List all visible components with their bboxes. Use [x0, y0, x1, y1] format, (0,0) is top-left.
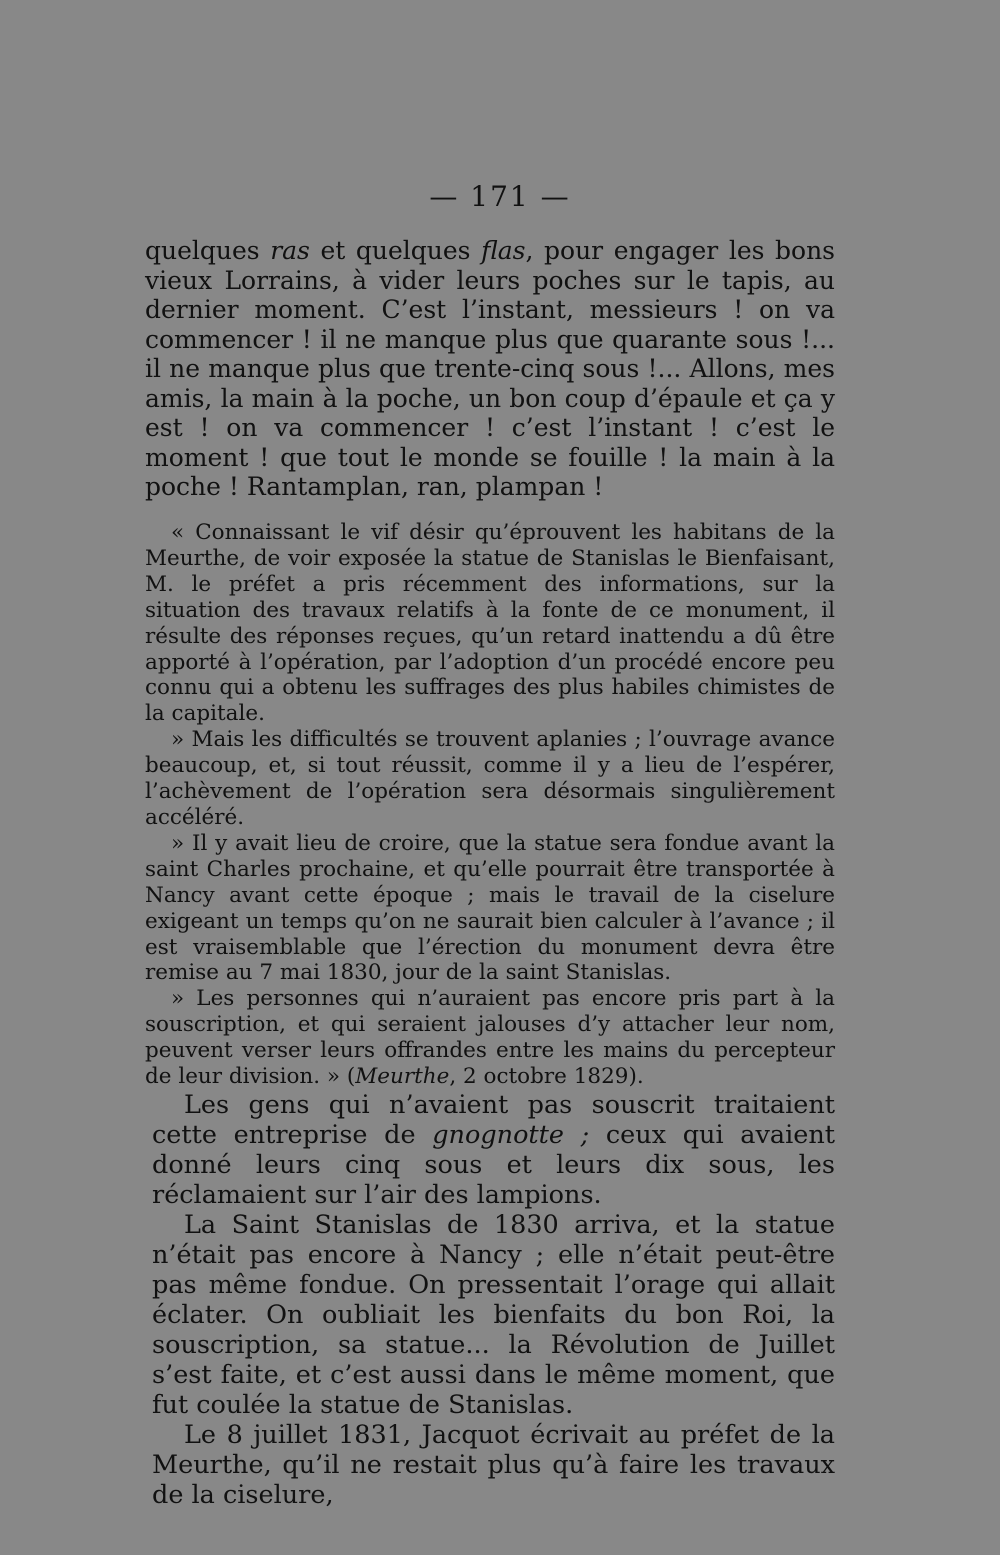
block-quote: [145, 520, 835, 1090]
quote-paragraph: » Les personnes qui n’auraient pas encore pris part à la souscription, et qui seraient jalouses d’y attacher leur nom, peuvent verser leurs offrandes entre les mains du percepteur de leur division. » (Meurthe, 2 octobre 1829).: [145, 986, 835, 1090]
source-title: Meurthe: [355, 1064, 450, 1090]
page-number: — 171 —: [429, 180, 571, 213]
body-paragraph: Le 8 juillet 1831, Jacquot écrivait au préfet de la Meurthe, qu’il ne restait plus qu’à faire les travaux de la ciselure,: [152, 1420, 835, 1510]
italic-word: gnognotte ;: [432, 1120, 590, 1150]
quote-paragraph: « Connaissant le vif désir qu’éprouvent les habitans de la Meurthe, de voir exposée la statue de Stanislas le Bienfaisant, M. le préfet a pris récemment des informations, sur la situation des travaux relatifs à la fonte de ce monument, il résulte des réponses reçues, qu’un retard inattendu a dû être apporté à l’opération, par l’adoption d’un procédé encore peu connu qui a obtenu les suffrages des plus habiles chimistes de la capitale.: [145, 520, 835, 727]
italic-word: ras: [270, 236, 310, 265]
quote-paragraph: » Il y avait lieu de croire, que la statue sera fondue avant la saint Charles prochaine, et qu’elle pourrait être transportée à Nancy avant cette époque ; mais le travail de la ciselure exigeant un temps qu’on ne saurait bien calculer à l’avance ; il est vraisemblable que l’érection du monument devra être remise au 7 mai 1830, jour de la saint Stanislas.: [145, 830, 835, 986]
italic-word: flas: [481, 236, 526, 265]
paragraph-continued: [145, 236, 835, 502]
body-text: [152, 1090, 835, 1510]
body-paragraph: Les gens qui n’avaient pas souscrit traitaient cette entreprise de gnognotte ; ceux qui avaient donné leurs cinq sous et leurs dix sous, les réclamaient sur l’air des lampions.: [152, 1090, 836, 1210]
paragraph-text: quelques ras et quelques flas, pour engager les bons vieux Lorrains, à vider leurs poches sur le tapis, au dernier moment. C’est l’instant, messieurs ! on va commencer ! il ne manque plus que quarante sous !... il ne manque plus que trente-cinq sous !... Allons, mes amis, la main à la poche, un bon coup d’épaule et ça y est ! on va commencer ! c’est l’instant ! c’est le moment ! que tout le monde se fouille ! la main à la poche ! Rantamplan, ran, plampan !: [145, 236, 835, 501]
quote-paragraph: » Mais les difficultés se trouvent aplanies ; l’ouvrage avance beaucoup, et, si tout réussit, comme il y a lieu de l’espérer, l’achèvement de l’opération sera désormais singulièrement accéléré.: [145, 727, 835, 830]
body-paragraph: La Saint Stanislas de 1830 arriva, et la statue n’était pas encore à Nancy ; elle n’était peut-être pas même fondue. On pressentait l’orage qui allait éclater. On oubliait les bienfaits du bon Roi, la souscription, sa statue... la Révolution de Juillet s’est faite, et c’est aussi dans le même moment, que fut coulée la statue de Stanislas.: [152, 1210, 835, 1420]
